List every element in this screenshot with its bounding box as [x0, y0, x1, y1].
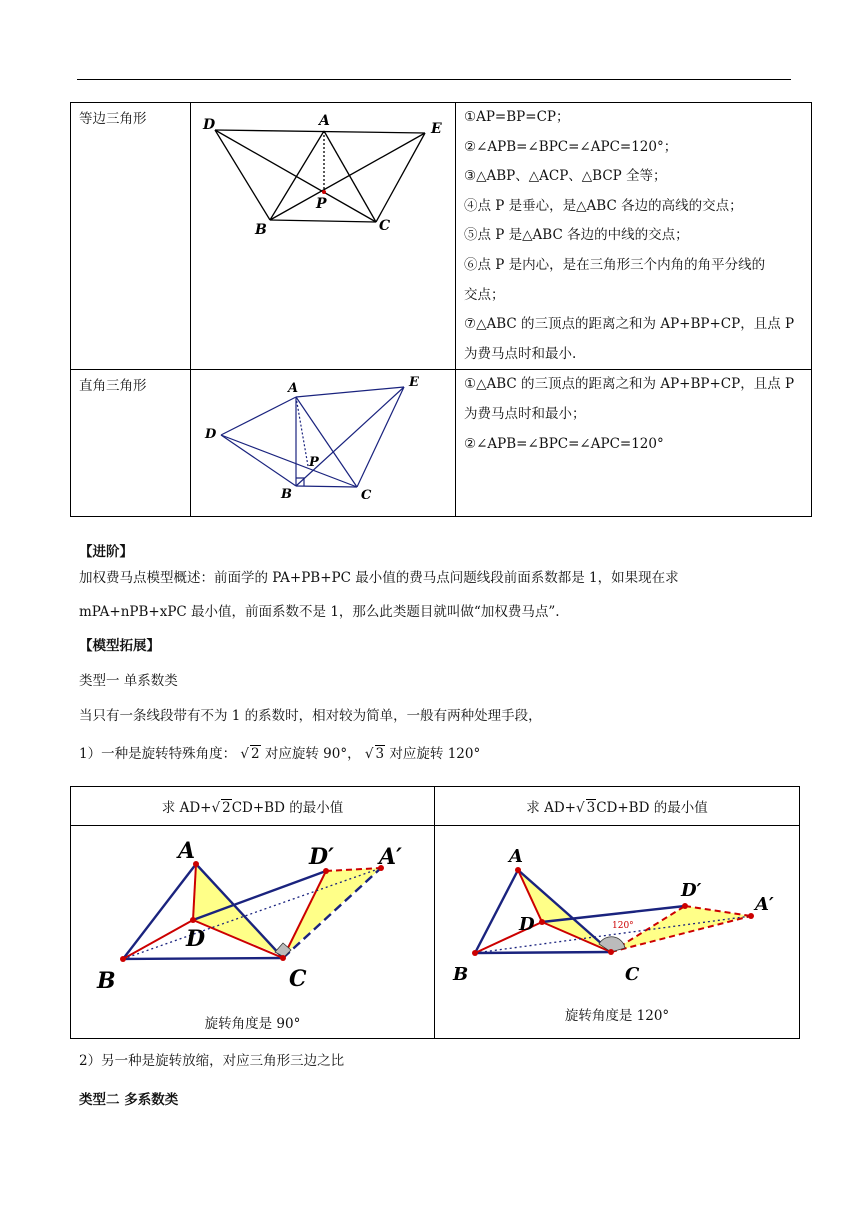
- segment-BC: [123, 958, 283, 959]
- table-row: [71, 103, 812, 370]
- segment-AC: [324, 131, 376, 222]
- section-heading-jinjie: 【进阶】: [79, 544, 133, 560]
- property-line: 为费马点时和最小；: [464, 405, 586, 422]
- segment-BA: [475, 870, 518, 953]
- label-C: C: [379, 218, 391, 234]
- property-list-cell: [456, 103, 812, 370]
- label-A: A: [319, 113, 330, 129]
- label-C: C: [625, 964, 640, 985]
- label-B: B: [97, 968, 116, 994]
- triangle-type-label: 直角三角形: [79, 378, 147, 395]
- point-P: [322, 190, 326, 194]
- segment-DE: [215, 130, 425, 133]
- point-B: [472, 950, 478, 956]
- header-cell: [71, 787, 435, 826]
- segment-BC: [296, 486, 357, 487]
- rotation-caption: 旋转角度是 90°: [204, 1016, 301, 1032]
- segment-EB: [296, 387, 404, 486]
- right-triangle-fermat-diagram: [191, 370, 455, 508]
- property-line: ②∠APB=∠BPC=∠APC=120°: [464, 435, 664, 452]
- segment-DB: [215, 130, 270, 220]
- type-heading: 类型二 多系数类: [79, 1092, 179, 1108]
- table-header-row: [71, 787, 800, 826]
- label-E: E: [409, 375, 419, 391]
- label-P: P: [316, 196, 327, 212]
- property-line: ④点 P 是垂心，是△ABC 各边的高线的交点；: [464, 197, 743, 214]
- paragraph: mPA+nPB+xPC 最小值，前面系数不是 1，那么此类题目就叫做“加权费马点”.: [79, 604, 560, 620]
- header-text: CD+BD 的最小值: [596, 800, 708, 816]
- label-B: B: [281, 487, 292, 503]
- point-D: [539, 919, 545, 925]
- header-cell: [435, 787, 800, 826]
- property-line: ①△ABC 的三顶点的距离之和为 AP+BP+CP，且点 P: [464, 376, 795, 393]
- type-heading: 类型一 单系数类: [79, 673, 178, 689]
- point-Ap: [748, 913, 754, 919]
- property-line: ②∠APB=∠BPC=∠APC=120°；: [464, 138, 678, 155]
- figure-cell: [435, 826, 800, 1039]
- rotation-90-diagram: [71, 826, 434, 1001]
- label-C: C: [289, 966, 307, 992]
- paragraph: 加权费马点模型概述：前面学的 PA+PB+PC 最小值的费马点问题线段前面系数都是 1，如果现在求: [79, 570, 679, 586]
- label-C: C: [361, 488, 372, 504]
- weighted-fermat-table: [70, 786, 800, 1039]
- segment-DB: [221, 435, 296, 486]
- point-C: [608, 949, 614, 955]
- segment-DC: [221, 435, 357, 487]
- property-line: 为费马点时和最小.: [464, 345, 577, 362]
- angle-label: 120°: [612, 921, 634, 931]
- segment-EC: [357, 387, 404, 487]
- point-D: [190, 917, 196, 923]
- sqrt-3: √ 3: [575, 800, 596, 816]
- point-A: [515, 867, 521, 873]
- property-line: ⑦△ABC 的三顶点的距离之和为 AP+BP+CP，且点 P: [464, 316, 795, 333]
- segment-AC: [518, 870, 611, 952]
- label-A: A: [288, 381, 299, 397]
- label-D: D: [186, 926, 206, 952]
- method-text: 1）一种是旋转特殊角度：: [79, 746, 237, 762]
- method-text: 对应旋转 120°: [389, 746, 481, 762]
- label-D: D: [519, 914, 535, 935]
- segment-AP-dashed: [296, 397, 308, 466]
- property-line: ⑥点 P 是内心，是在三角形三个内角的角平分线的: [464, 256, 766, 273]
- property-list-cell: [456, 370, 812, 517]
- paragraph: 当只有一条线段带有不为 1 的系数时，相对较为简单，一般有两种处理手段，: [79, 708, 542, 724]
- label-B: B: [453, 964, 469, 985]
- segment-AE: [296, 387, 404, 397]
- sqrt-3: √ 3: [364, 746, 385, 762]
- label-P: P: [309, 455, 319, 471]
- property-line: ①AP=BP=CP；: [464, 109, 570, 125]
- segment-BC: [270, 220, 376, 222]
- segment-BD: [123, 920, 193, 959]
- triangle-type-cell: [71, 370, 191, 517]
- sqrt-2: √ 2: [240, 746, 260, 762]
- property-line: ⑤点 P 是△ABC 各边的中线的交点；: [464, 227, 689, 244]
- header-text: 求 AD+: [161, 800, 212, 816]
- label-Dp: D′: [681, 880, 702, 901]
- segment-AC: [296, 397, 357, 487]
- point-C: [280, 955, 286, 961]
- label-B: B: [255, 222, 267, 238]
- label-A: A: [178, 838, 196, 864]
- point-Dp: [682, 903, 688, 909]
- figure-cell: [191, 370, 456, 517]
- segment-BC: [475, 952, 611, 953]
- rotation-120-diagram: [435, 826, 799, 1001]
- label-A: A: [509, 846, 523, 867]
- label-D: D: [203, 117, 216, 133]
- segment-DA: [221, 397, 296, 435]
- equilateral-fermat-diagram: [191, 109, 455, 239]
- rotation-caption: 旋转角度是 120°: [564, 1008, 670, 1024]
- header-text: 求 AD+: [526, 800, 576, 816]
- label-E: E: [431, 121, 442, 137]
- method-text: 对应旋转 90°，: [264, 746, 361, 762]
- label-D: D: [205, 427, 217, 443]
- section-heading-moxing: 【模型拓展】: [79, 638, 160, 654]
- point-B: [120, 956, 126, 962]
- figure-cell: [71, 826, 435, 1039]
- header-text: CD+BD 的最小值: [231, 800, 344, 816]
- figure-cell: [191, 103, 456, 370]
- triangle-type-cell: [71, 103, 191, 370]
- fermat-property-table: [70, 102, 812, 517]
- property-line: ③△ABP、△ACP、△BCP 全等；: [464, 168, 667, 185]
- table-row: [71, 370, 812, 517]
- segment-DC: [215, 130, 376, 222]
- triangle-type-label: 等边三角形: [79, 111, 147, 127]
- label-Dp: D′: [309, 844, 334, 870]
- method-line: [79, 742, 480, 762]
- method-line: 2）另一种是旋转放缩，对应三角形三边之比: [79, 1053, 345, 1069]
- label-Ap: A′: [379, 844, 402, 870]
- label-Ap: A′: [755, 894, 774, 915]
- sqrt-2: √ 2: [211, 800, 231, 816]
- table-row: [71, 826, 800, 1039]
- property-line: 交点；: [464, 286, 505, 303]
- header-rule: [77, 79, 791, 80]
